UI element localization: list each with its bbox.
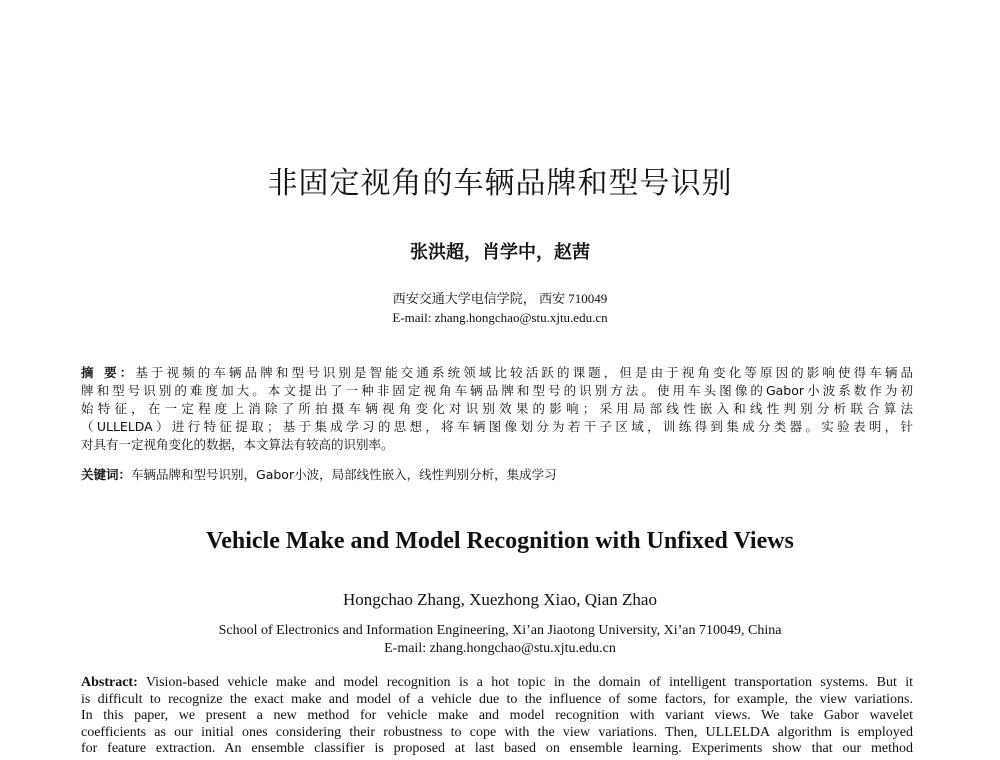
english-email: E-mail: zhang.hongchao@stu.xjtu.edu.cn: [384, 641, 616, 656]
english-abstract-line-2: is difficult to recognize the exact make and model of a vehicle due to the influence of some factors, for example, the view variations.: [81, 691, 913, 707]
chinese-keywords-text: 车辆品牌和型号识别，Gabor小波，局部线性嵌入，线性判别分析，集成学习: [131, 467, 557, 482]
chinese-authors: 张洪超，肖学中，赵茜: [410, 242, 590, 263]
english-title: Vehicle Make and Model Recognition with Unfixed Views: [206, 528, 794, 554]
english-abstract-label: Abstract:: [81, 675, 138, 690]
chinese-abstract-line-1: 摘 要：基于视频的车辆品牌和型号识别是智能交通系统领域比较活跃的课题，但是由于视角变化等原因的影响使得车辆品: [81, 365, 913, 380]
chinese-abstract: [81, 364, 913, 454]
english-abstract-line-3: In this paper, we present a new method for vehicle make and model recognition with variant views. We take Gabor wavelet: [81, 708, 913, 723]
chinese-abstract-line-3: 始特征，在一定程度上消除了所拍摄车辆视角变化对识别效果的影响；采用局部线性嵌入和线性判别分析联合算法: [81, 401, 913, 416]
english-abstract-line-4: coefficients as our initial ones considering their robustness to cope with the view variations. Then, ULLELDA algorithm is employed: [81, 724, 913, 740]
chinese-title: 非固定视角的车辆品牌和型号识别: [267, 166, 733, 201]
english-authors: Hongchao Zhang, Xuezhong Xiao, Qian Zhao: [343, 590, 657, 609]
chinese-abstract-label: 摘 要：: [81, 365, 136, 380]
english-abstract-line-1: Abstract: Vision-based vehicle make and model recognition is a hot topic in the domain of intelligent transportation systems. But it: [81, 675, 913, 690]
chinese-affiliation: 西安交通大学电信学院， 西安 710049: [392, 291, 608, 306]
chinese-email: E-mail: zhang.hongchao@stu.xjtu.edu.cn: [392, 310, 608, 325]
english-affiliation-block: [0, 622, 1000, 658]
chinese-affiliation-block: [0, 289, 1000, 327]
chinese-keywords: [81, 466, 913, 484]
chinese-keywords-label: 关键词：: [81, 467, 132, 482]
chinese-abstract-line-2: 牌和型号识别的难度加大。本文提出了一种非固定视角车辆品牌和型号的识别方法。使用车头图像的Gabor小波系数作为初: [81, 383, 913, 398]
chinese-abstract-line-4: （ULLELDA）进行特征提取；基于集成学习的思想，将车辆图像划分为若干子区域，训练得到集成分类器。实验表明，针: [81, 419, 913, 434]
english-abstract-line-5: for feature extraction. An ensemble classifier is proposed at last based on ensemble learning. Experiments show that our method: [81, 741, 913, 756]
chinese-abstract-line-5: 对具有一定视角变化的数据，本文算法有较高的识别率。: [81, 437, 394, 452]
english-abstract: [81, 675, 913, 758]
english-affiliation: School of Electronics and Information Engineering, Xi’an Jiaotong University, Xi’an 710049, China: [218, 623, 782, 638]
